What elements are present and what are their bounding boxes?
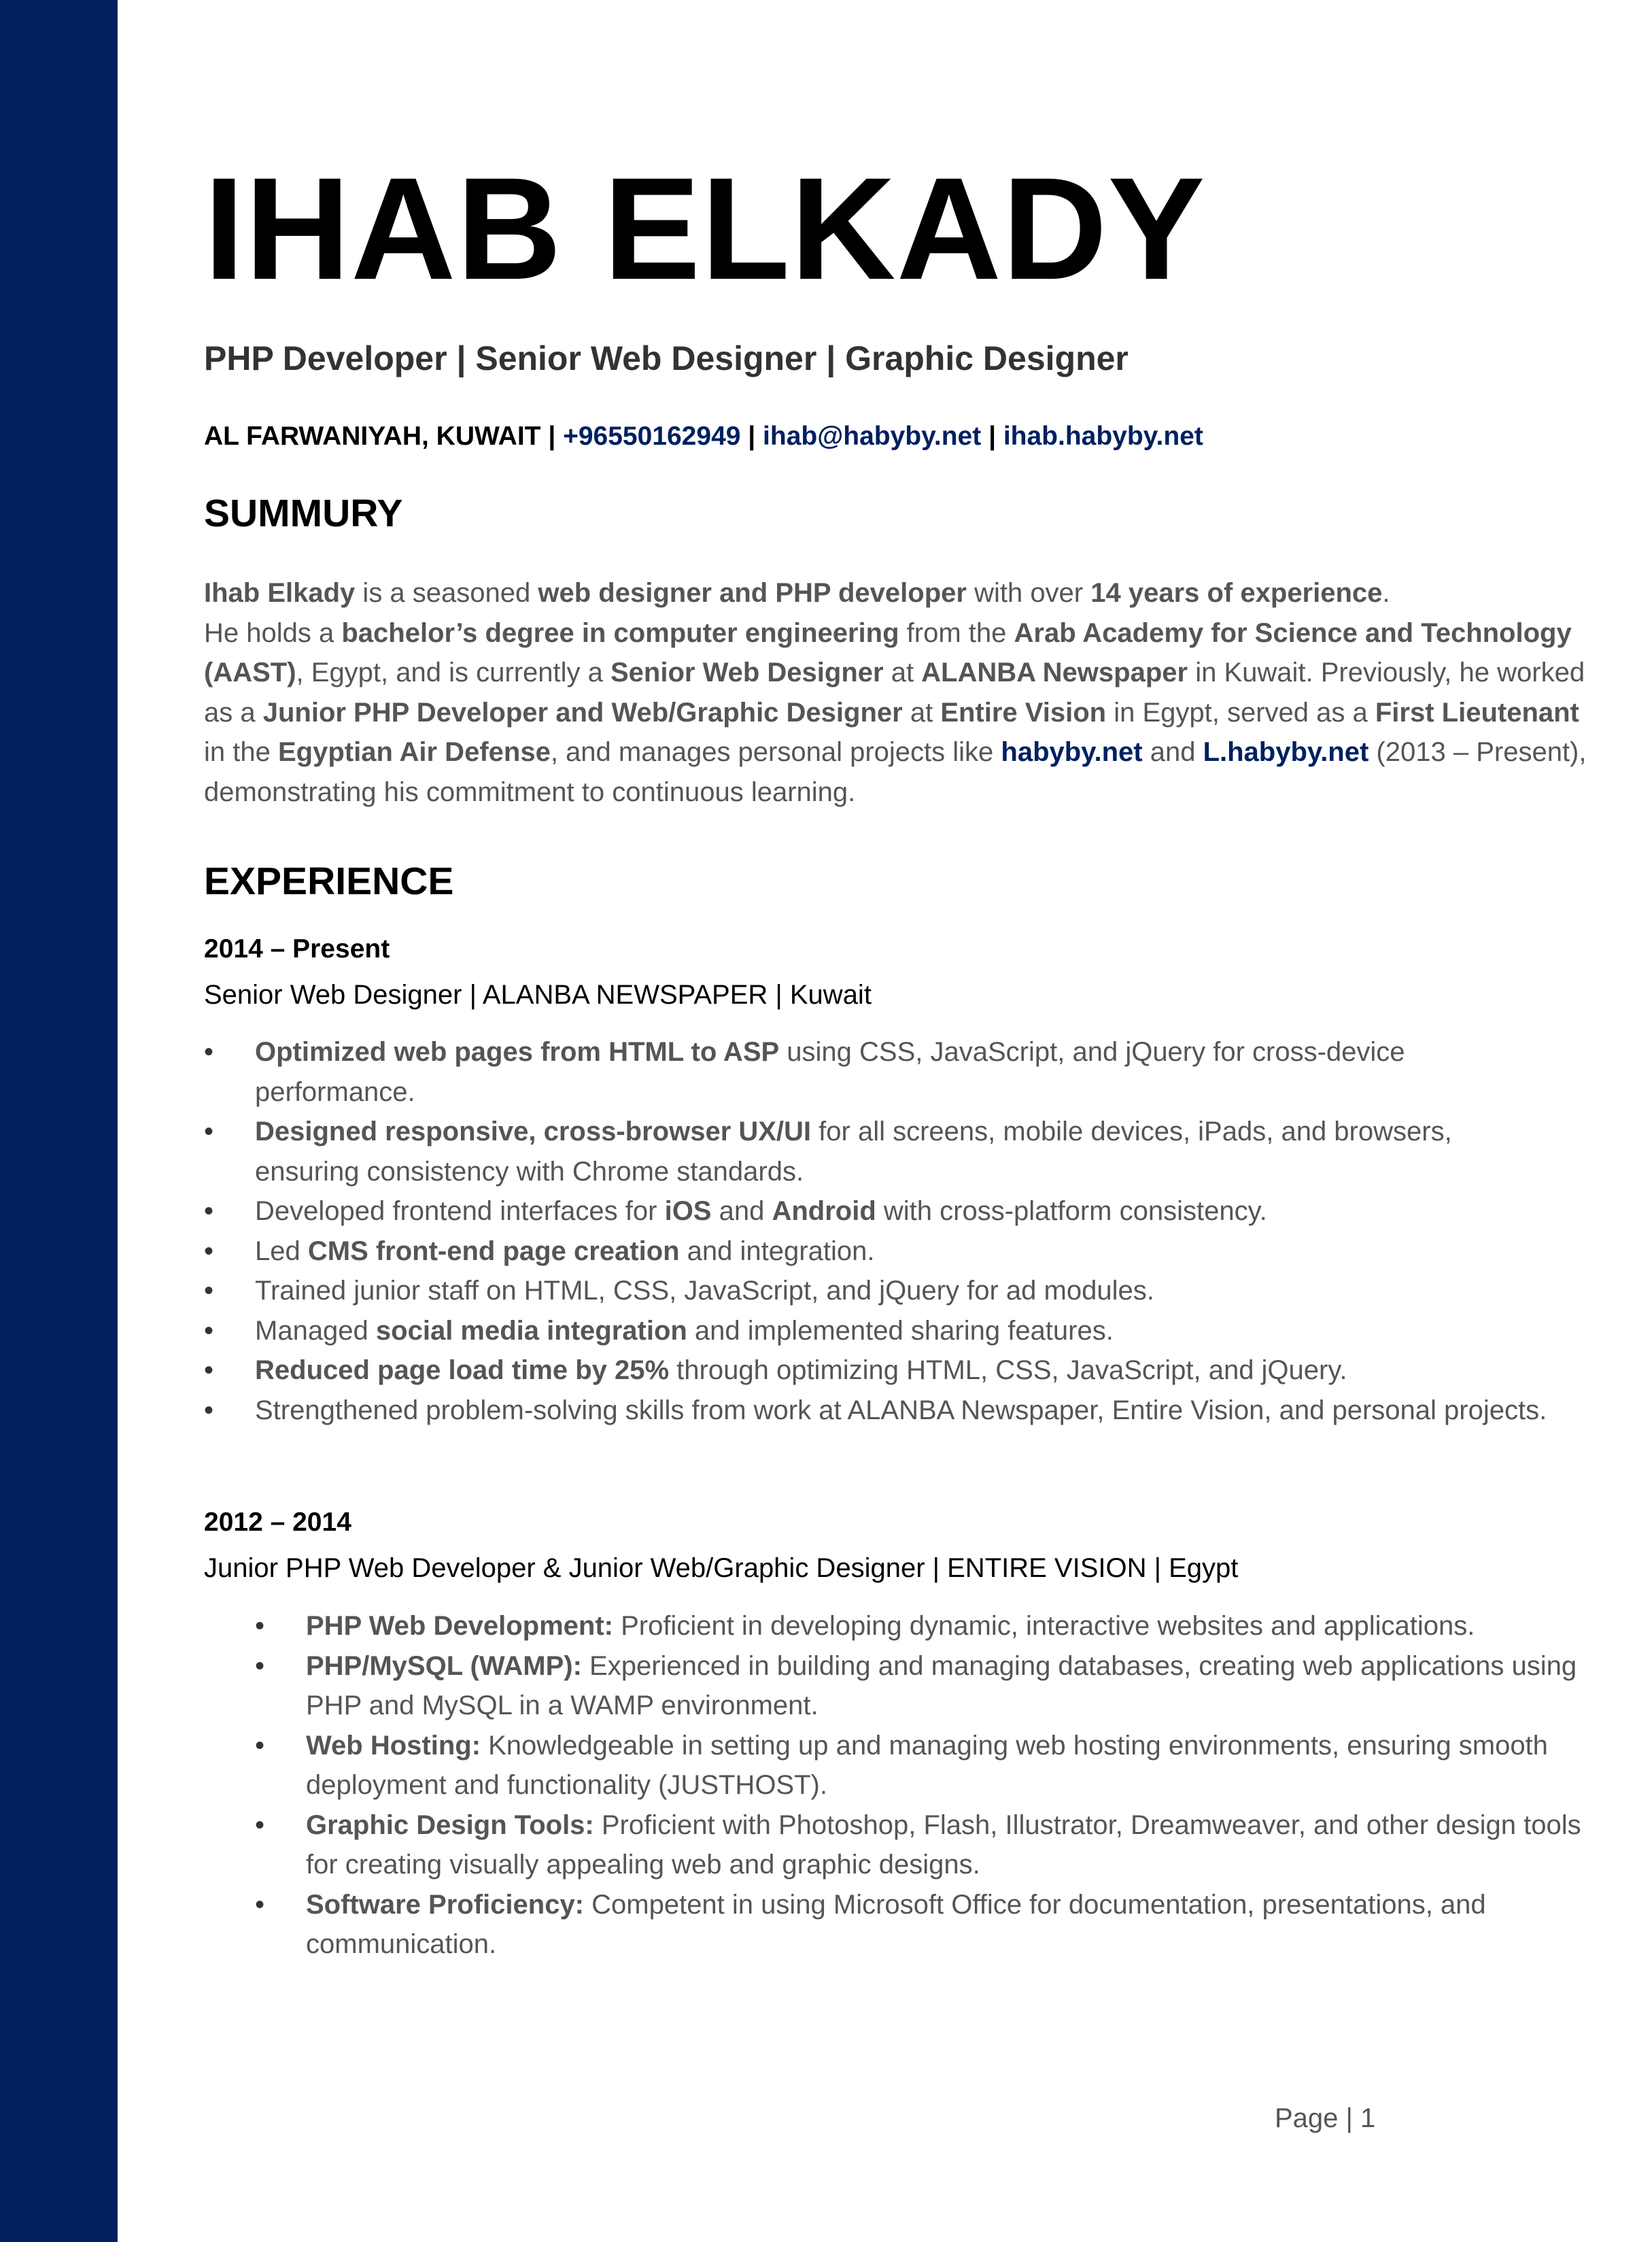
summary-text: in the [204,737,278,767]
list-item [255,1885,1608,1965]
summary-text: from the [899,617,1014,648]
bullet-text: Experienced in building and managing databases, creating web applications using PHP and MySQL in a WAMP environment. [306,1650,1577,1720]
list-item [204,1271,1557,1311]
bullet-text: Competent in using Microsoft Office for documentation, presentations, and communication. [306,1889,1486,1959]
bullet-bold: CMS front-end page creation [307,1236,680,1266]
list-item [255,1805,1608,1885]
bullet-bold: PHP/MySQL (WAMP): [306,1650,582,1681]
bullet-text: Led [255,1236,308,1266]
summary-text: web designer and PHP developer [538,578,967,608]
list-item [204,1311,1557,1351]
job1-bullets [204,1032,1557,1430]
summary-text: (2013 – Present), demonstrating his commitment to continuous learning. [204,737,1587,807]
page-number: Page | 1 [1275,2103,1376,2133]
bullet-bold: Designed responsive, cross-browser UX/UI [255,1117,812,1147]
summary-text: Ihab Elkady [204,578,356,608]
bullet-bold: iOS [664,1196,712,1226]
summary-text: bachelor’s degree in computer engineering [341,617,899,648]
location: AL FARWANIYAH, KUWAIT [204,422,541,451]
summary-text: is a seasoned [355,578,538,608]
bullet-text: Developed frontend interfaces for [255,1196,665,1226]
bullet-text: Strengthened problem-solving skills from work at ALANBA Newspaper, Entire Vision, and personal projects. [255,1395,1547,1425]
bullet-text: for all screens, mobile devices, iPads, and browsers, ensuring consistency with Chrome standards. [255,1117,1452,1187]
bullet-bold: Graphic Design Tools: [306,1810,594,1840]
bullet-bold: Optimized web pages from HTML to ASP [255,1037,780,1067]
summary-heading: SUMMURY [204,492,403,535]
job-titles-tagline: PHP Developer | Senior Web Designer | Graphic Designer [204,339,1129,377]
bullet-text: with cross-platform consistency. [876,1196,1267,1226]
bullet-text: using CSS, JavaScript, and jQuery for cross-device performance. [255,1037,1405,1107]
list-item [204,1351,1557,1391]
job1-period: 2014 – Present [204,934,390,964]
list-item [204,1191,1557,1232]
separator: | [981,422,1003,451]
email-link[interactable]: ihab@habyby.net [763,422,982,451]
list-item [204,1232,1557,1272]
bullet-bold: Android [772,1196,876,1226]
list-item [255,1646,1608,1726]
job2-period: 2012 – 2014 [204,1508,351,1537]
summary-text: . [1382,578,1390,608]
bullet-bold: Web Hosting: [306,1730,481,1761]
bullet-text: Proficient in developing dynamic, interactive websites and applications. [613,1611,1475,1641]
bullet-bold: PHP Web Development: [306,1611,613,1641]
bullet-bold: Reduced page load time by 25% [255,1355,670,1385]
separator: | [740,422,763,451]
l-habyby-link[interactable]: L.habyby.net [1203,737,1369,767]
summary-text: Entire Vision [940,697,1107,728]
list-item [255,1726,1608,1805]
bullet-text: and [711,1196,772,1226]
summary-text: and [1142,737,1203,767]
bullet-bold: social media integration [375,1315,687,1346]
separator: | [540,422,564,451]
job2-bullets [255,1606,1608,1965]
left-accent-bar [0,0,118,2242]
summary-text: Senior Web Designer [610,658,884,687]
summary-text: in Kuwait. Previously, he worked as a [204,658,1585,728]
list-item [204,1112,1557,1191]
website-link[interactable]: ihab.habyby.net [1003,422,1203,451]
summary-text: at [902,697,941,728]
bullet-text: and implemented sharing features. [687,1315,1114,1346]
bullet-text: Trained junior staff on HTML, CSS, JavaScript, and jQuery for ad modules. [255,1276,1154,1306]
job1-role: Senior Web Designer | ALANBA NEWSPAPER | Kuwait [204,980,872,1010]
summary-text: , and manages personal projects like [550,737,1001,767]
experience-heading: EXPERIENCE [204,860,454,903]
bullet-text: Knowledgeable in setting up and managing web hosting environments, ensuring smooth deployment and functionality (JUSTHOST). [306,1730,1548,1800]
summary-text: with over [966,578,1091,608]
summary-text: He holds a [204,617,342,648]
job2-role: Junior PHP Web Developer & Junior Web/Graphic Designer | ENTIRE VISION | Egypt [204,1553,1239,1583]
contact-line [204,422,1203,452]
bullet-text: through optimizing HTML, CSS, JavaScript, and jQuery. [669,1355,1347,1385]
summary-text: , Egypt, and is currently a [296,658,610,687]
summary-text: at [883,658,922,687]
summary-text: Junior PHP Developer and Web/Graphic Designer [262,697,903,728]
summary-text: ALANBA Newspaper [921,658,1188,687]
bullet-text: and integration. [679,1236,875,1266]
summary-text: First Lieutenant [1375,697,1579,728]
summary-text: Arab Academy for Science and Technology (AAST) [204,617,1572,687]
summary-text: 14 years of experience [1090,578,1383,608]
list-item [204,1391,1557,1431]
habyby-link[interactable]: habyby.net [1001,737,1143,767]
summary-text: Egyptian Air Defense [277,737,551,767]
bullet-text: Proficient with Photoshop, Flash, Illustrator, Dreamweaver, and other design tools for creating visually appealing web and graphic designs. [306,1810,1581,1880]
list-item [204,1032,1557,1112]
phone-link[interactable]: +96550162949 [563,422,741,451]
list-item [255,1606,1608,1646]
summary-paragraph [204,573,1591,812]
summary-text: in Egypt, served as a [1106,697,1375,728]
bullet-text: Managed [255,1315,376,1346]
candidate-name: IHAB ELKADY [204,148,1206,310]
bullet-bold: Software Proficiency: [306,1889,585,1920]
